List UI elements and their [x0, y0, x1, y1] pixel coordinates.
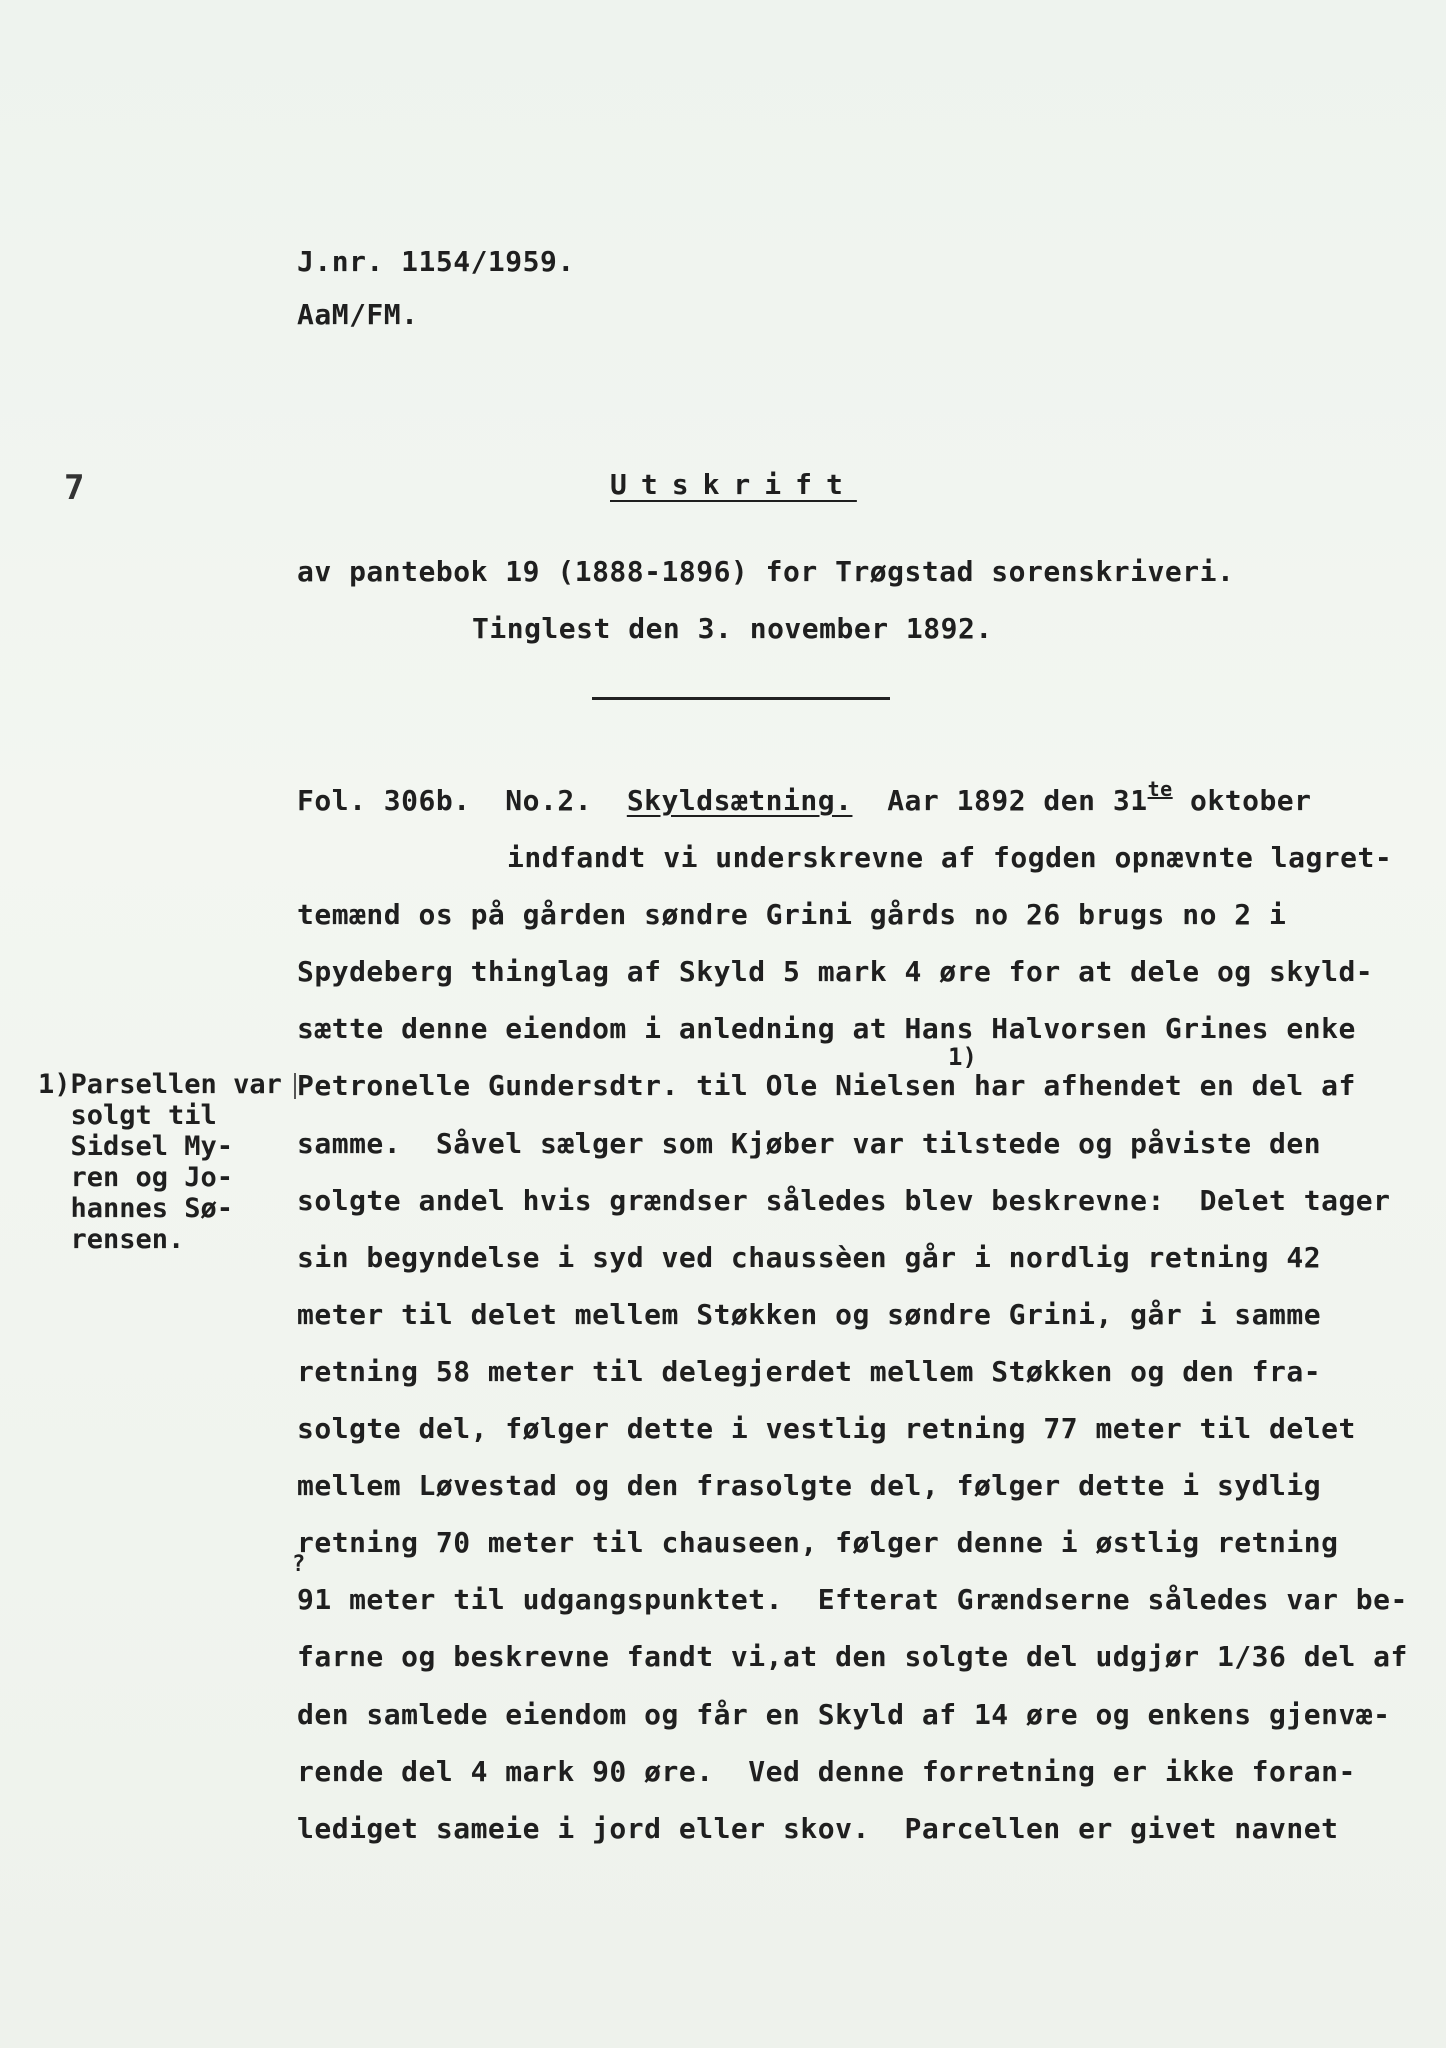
body-line: 91 meter til udgangspunktet. Efterat Grændserne således var be-	[297, 1583, 1408, 1617]
journal-number: J.nr. 1154/1959.	[297, 245, 575, 278]
entry-first-line	[297, 777, 1312, 820]
body-line: retning 58 meter til delegjerdet mellem Støkken og den fra-	[297, 1354, 1322, 1388]
body-line: solgte del, følger dette i vestlig retning 77 meter til delet	[297, 1412, 1356, 1445]
question-mark-annotation: ?	[292, 1552, 306, 1577]
folio: Fol. 306b.	[297, 784, 471, 817]
date-prefix: Aar 1892 den 31	[887, 784, 1148, 817]
entry-number: No.2.	[505, 784, 593, 817]
body-line: samme. Såvel sælger som Kjøber var tilstede og påviste den	[297, 1126, 1322, 1160]
date-superscript: te	[1147, 777, 1173, 801]
body-line: indfandt vi underskrevne af fogden opnævnte lagret-	[507, 841, 1393, 874]
body-line: temænd os på gården søndre Grini gårds no 26 brugs no 2 i	[297, 898, 1287, 932]
body-line: Petronelle Gundersdtr. til Ole Nielsen har afhendet en del af	[297, 1069, 1356, 1103]
body-line: sætte denne eiendom i anledning at Hans Halvorsen Grines enke	[297, 1012, 1356, 1046]
separator-rule	[592, 697, 890, 700]
body-line: meter til delet mellem Støkken og søndre Grini, går i samme	[297, 1297, 1322, 1331]
initials: AaM/FM.	[297, 298, 419, 331]
body-line: mellem Løvestad og den frasolgte del, følger dette i sydlig	[297, 1469, 1322, 1503]
body-line: solgte andel hvis grændser således blev beskrevne: Delet tager	[297, 1183, 1391, 1217]
date-suffix: oktober	[1172, 784, 1312, 817]
body-line: farne og beskrevne fandt vi,at den solgte del udgjør 1/36 del af	[297, 1640, 1408, 1674]
body-line: rende del 4 mark 90 øre. Ved denne forretning er ikke foran-	[297, 1754, 1356, 1788]
entry-heading: Skyldsætning.	[626, 784, 853, 817]
body-line: sin begyndelse i syd ved chaussèen går i nordlig retning 42	[297, 1240, 1322, 1274]
body-line: lediget sameie i jord eller skov. Parcellen er givet navnet	[297, 1811, 1339, 1845]
document-title: Utskrift	[610, 468, 857, 501]
body-line: Spydeberg thinglag af Skyld 5 mark 4 øre for at dele og skyld-	[297, 955, 1374, 989]
subtitle-line-1: av pantebok 19 (1888-1896) for Trøgstad sorenskriveri.	[297, 555, 1235, 588]
body-line: retning 70 meter til chauseen, følger denne i østlig retning	[297, 1526, 1339, 1560]
margin-note: 1)Parsellen var solgt til Sidsel My- ren og Jo- hannes Sø- rensen.	[38, 1069, 282, 1255]
body-line: den samlede eiendom og får en Skyld af 14 øre og enkens gjenvæ-	[297, 1697, 1391, 1731]
footnote-marker: 1)	[948, 1043, 977, 1071]
subtitle-line-2: Tinglest den 3. november 1892.	[472, 612, 993, 645]
margin-pencil-mark: 7	[64, 468, 85, 508]
